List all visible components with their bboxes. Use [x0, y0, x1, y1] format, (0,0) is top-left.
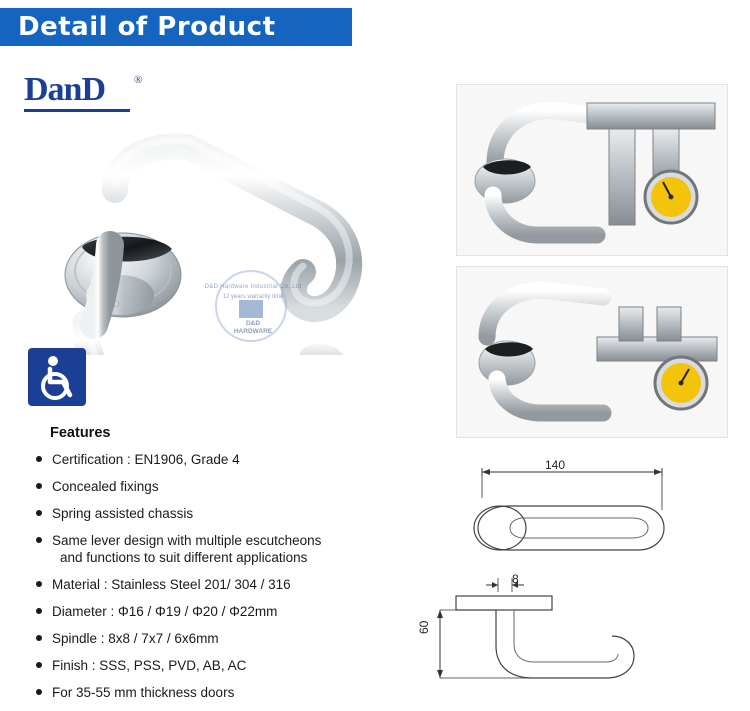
main-product-photo [20, 95, 440, 355]
bullet-icon [36, 483, 42, 489]
watermark-line-mid: 12 years warranty time [222, 294, 284, 300]
caliper-photo-illustration-top [457, 85, 728, 256]
feature-item [36, 630, 436, 647]
feature-text: Spring assisted chassis [52, 506, 194, 521]
caliper-measurement-photo-bottom [456, 266, 728, 438]
watermark-line-bottom-2: HARDWARE [233, 328, 273, 335]
feature-item [36, 478, 436, 495]
bullet-icon [36, 510, 42, 516]
dimension-label-height: 60 [417, 620, 431, 634]
feature-item [36, 532, 436, 566]
bullet-icon [36, 662, 42, 668]
features-section [36, 425, 436, 711]
registered-trademark-icon: ® [134, 74, 143, 86]
technical-drawing [420, 450, 740, 700]
bullet-icon [36, 608, 42, 614]
watermark-line-top: D&D Hardware Industrial Co.,Ltd [204, 284, 302, 290]
wheelchair-accessibility-icon [28, 348, 86, 406]
brand-logo-text: DanD [24, 71, 106, 108]
page-header-banner [0, 8, 352, 46]
feature-item [36, 576, 436, 593]
feature-text: Concealed fixings [52, 479, 159, 494]
watermark-line-bottom-1: D&D [245, 320, 261, 327]
feature-text: Material : Stainless Steel 201/ 304 / 316 [52, 577, 291, 592]
feature-text: For 35-55 mm thickness doors [52, 685, 235, 700]
feature-text: Spindle : 8x8 / 7x7 / 6x6mm [52, 631, 219, 646]
bullet-icon [36, 581, 42, 587]
bullet-icon [36, 456, 42, 462]
feature-item [36, 684, 436, 701]
caliper-photo-illustration-bottom [457, 267, 728, 438]
feature-item [36, 505, 436, 522]
caliper-measurement-photo-top [456, 84, 728, 256]
features-heading: Features [50, 425, 111, 441]
feature-text: Finish : SSS, PSS, PVD, AB, AC [52, 658, 247, 673]
dimension-label-thickness: 8 [512, 572, 519, 586]
bullet-icon [36, 635, 42, 641]
feature-text: Diameter : Φ16 / Φ19 / Φ20 / Φ22mm [52, 604, 278, 619]
feature-text: Certification : EN1906, Grade 4 [52, 452, 240, 467]
page-title: Detail of Product [18, 12, 276, 42]
bullet-icon [36, 537, 42, 543]
feature-item [36, 657, 436, 674]
bullet-icon [36, 689, 42, 695]
dimension-label-length: 140 [545, 458, 566, 472]
feature-text: Same lever design with multiple escutcheons [52, 533, 322, 548]
feature-item [36, 603, 436, 620]
wheelchair-glyph [28, 348, 86, 406]
technical-drawing-svg [420, 450, 740, 700]
svg-text:DanD: DanD [98, 299, 120, 309]
lever-handle-illustration [20, 95, 440, 355]
feature-item [36, 451, 436, 468]
feature-text-continued: and functions to suit different applications [60, 550, 308, 565]
